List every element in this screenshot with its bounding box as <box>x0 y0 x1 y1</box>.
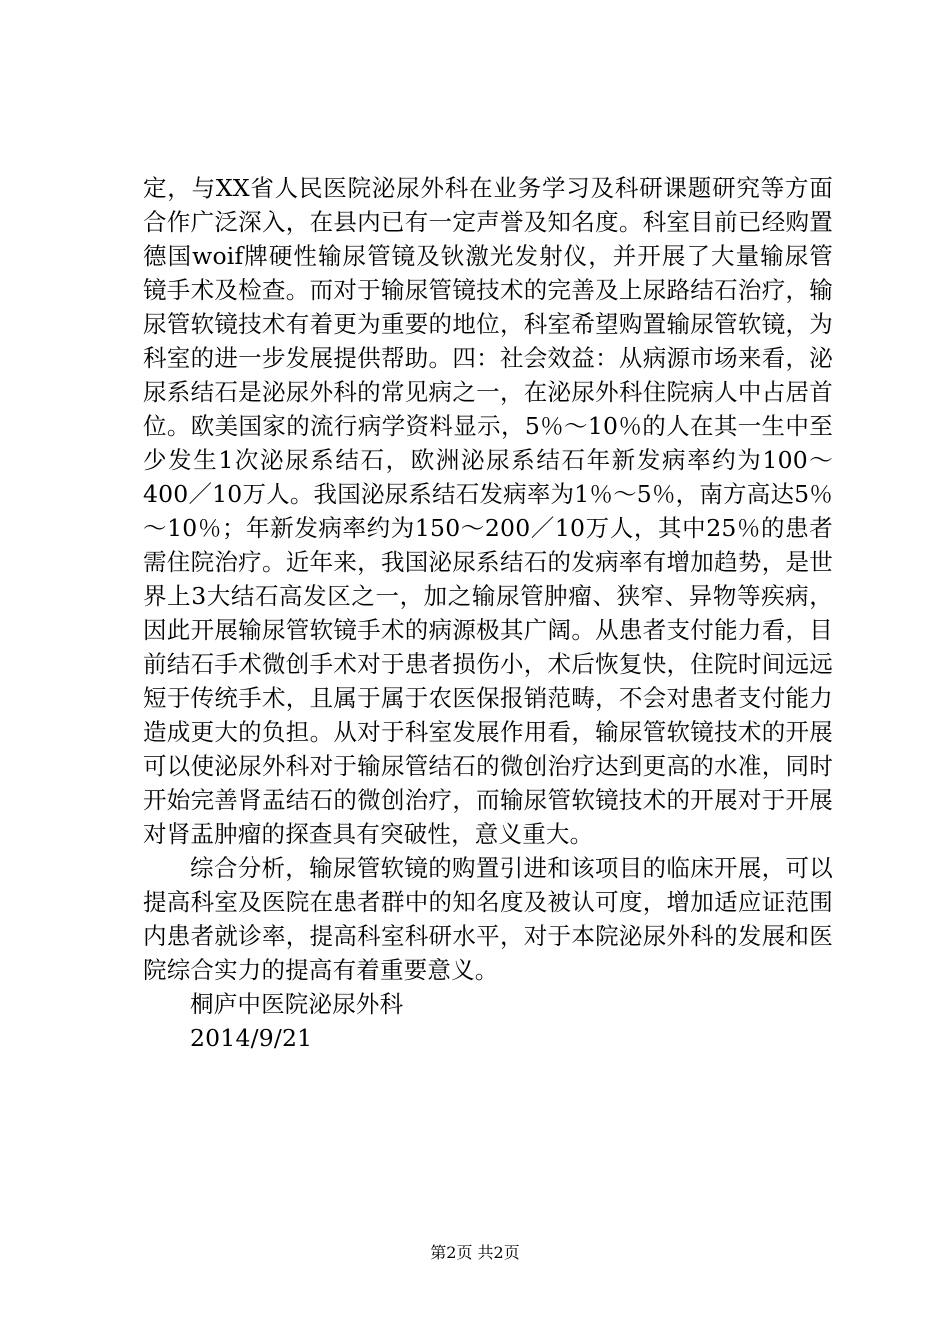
body-paragraph-1: 定，与XX省人民医院泌尿外科在业务学习及科研课题研究等方面合作广泛深入，在县内已有一定声誉及知名度。科室目前已经购置德国woif牌硬性输尿管镜及钬激光发射仪，并开展了大量输尿管镜手术及检查。而对于输尿管镜技术的完善及上尿路结石治疗，输尿管软镜技术有着更为重要的地位，科室希望购置输尿管软镜，为科室的进一步发展提供帮助。四：社会效益：从病源市场来看，泌尿系结石是泌尿外科的常见病之一，在泌尿外科住院病人中占居首位。欧美国家的流行病学资料显示，5％～10％的人在其一生中至少发生1次泌尿系结石，欧洲泌尿系结石年新发病率约为100～400／10万人。我国泌尿系结石发病率为1％～5％，南方高达5％～10％；年新发病率约为150～200／10万人，其中25％的患者需住院治疗。近年来，我国泌尿系结石的发病率有增加趋势，是世界上3大结石高发区之一，加之输尿管肿瘤、狭窄、异物等疾病，因此开展输尿管软镜手术的病源极其广阔。从患者支付能力看，目前结石手术微创手术对于患者损伤小，术后恢复快，住院时间远远短于传统手术，且属于属于农医保报销范畴，不会对患者支付能力造成更大的负担。从对于科室发展作用看，输尿管软镜技术的开展可以使泌尿外科对于输尿管结石的微创治疗达到更高的水准，同时开始完善肾盂结石的微创治疗，而输尿管软镜技术的开展对于开展对肾盂肿瘤的探查具有突破性，意义重大。 <box>143 174 834 848</box>
page-footer: 第2页 共2页 <box>430 1243 520 1262</box>
date-line: 2014/9/21 <box>190 1024 313 1052</box>
document-body <box>143 171 833 1055</box>
body-paragraph-2: 综合分析，输尿管软镜的购置引进和该项目的临床开展，可以提高科室及医院在患者群中的知名度及被认可度，增加适应证范围内患者就诊率，提高科室科研水平，对于本院泌尿外科的发展和医院综合实力的提高有着重要意义。 <box>143 854 833 984</box>
signature-line: 桐庐中医院泌尿外科 <box>190 990 404 1018</box>
